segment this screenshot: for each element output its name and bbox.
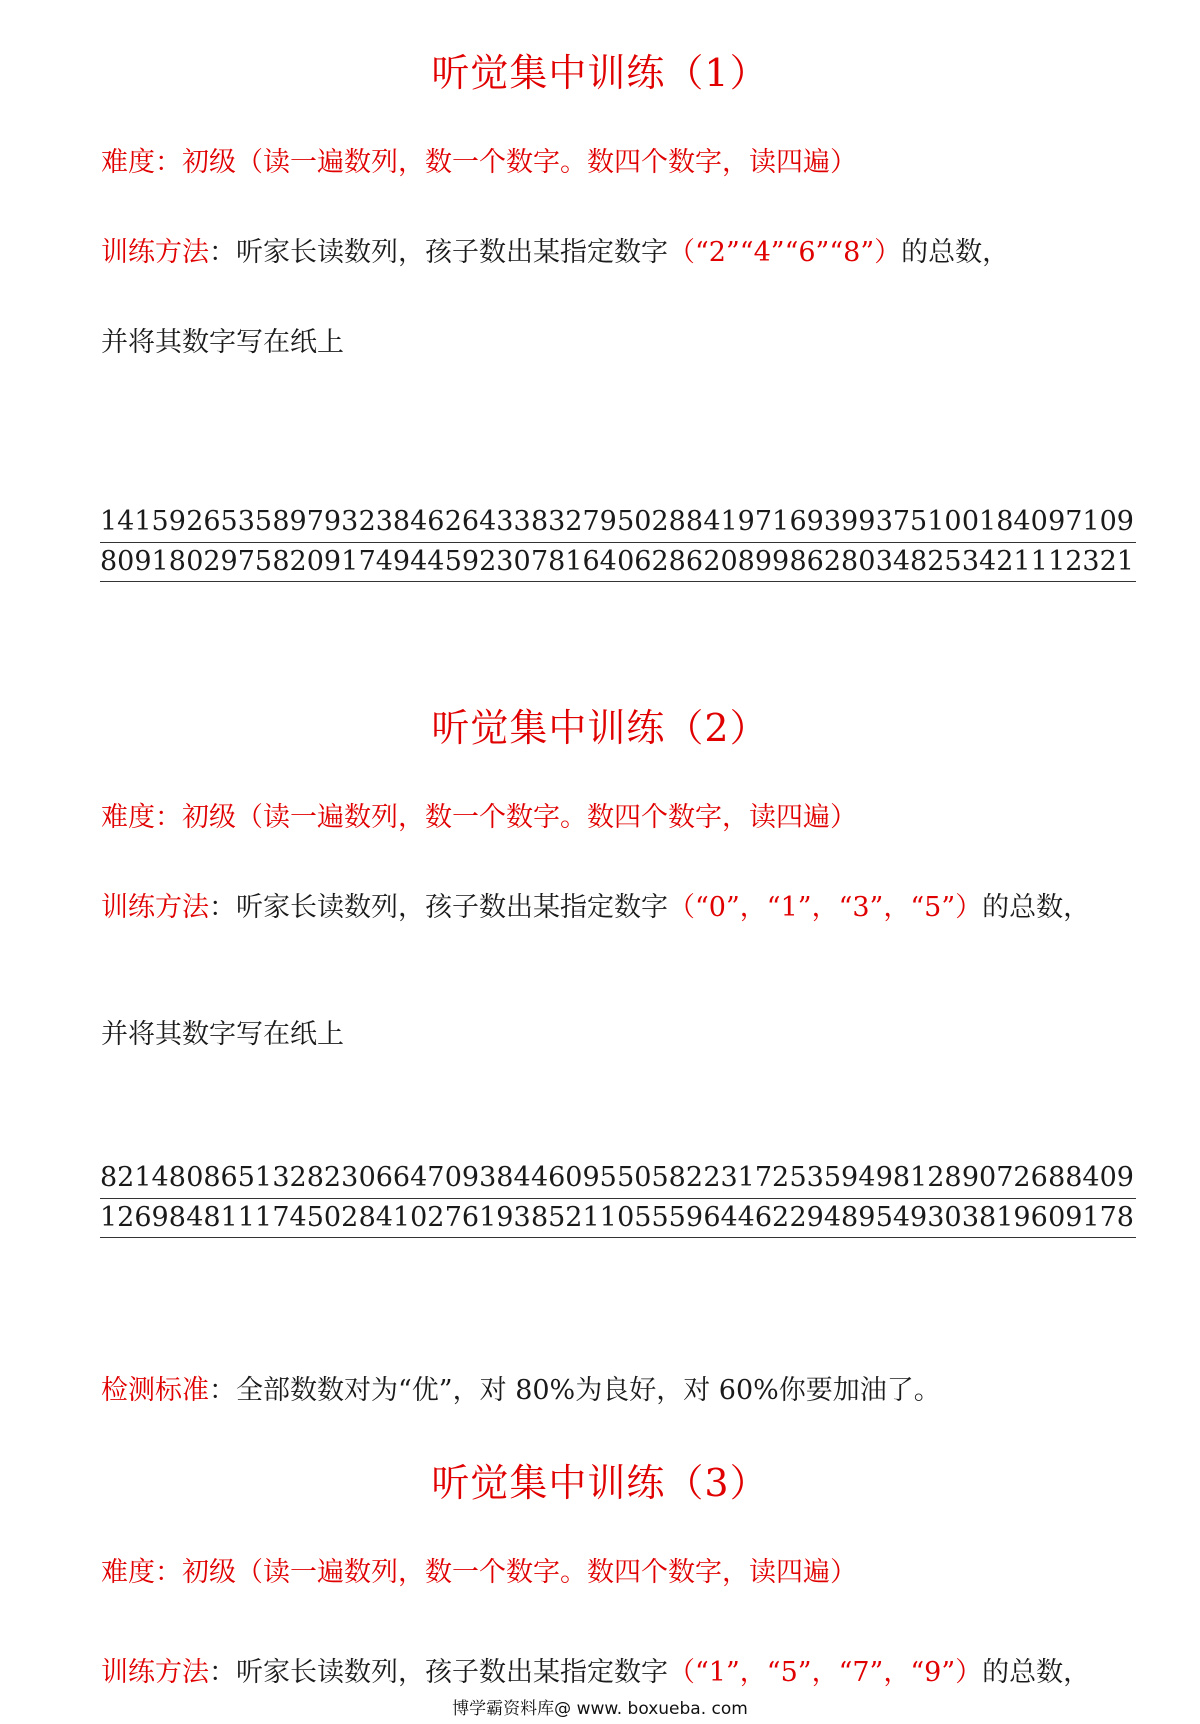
digit-group: 97109 [1048, 506, 1134, 537]
underline [100, 1237, 1136, 1238]
method-highlight: （“2”“4”“6”“8”） [668, 237, 902, 268]
standard-text: ：全部数数对为“优”，对 80%为良好，对 60%你要加油了。 [209, 1375, 941, 1406]
digit-group: 09178 [1048, 1202, 1134, 1233]
difficulty-label: 难度： [101, 147, 182, 178]
digit-group: 50288 [617, 506, 704, 537]
section-2-digit-row-2 [100, 1202, 1134, 1233]
digit-group: 46095 [530, 1162, 617, 1193]
digit-group: 54930 [875, 1202, 962, 1233]
underline [100, 542, 1136, 543]
digit-group: 83279 [530, 506, 617, 537]
method-highlight: （“1”，“5”，“7”，“9”） [668, 1657, 983, 1688]
digit-group: 02975 [186, 546, 273, 577]
digit-group: 86280 [789, 546, 876, 577]
method-label: 训练方法 [101, 1657, 209, 1688]
difficulty-text: 初级（读一遍数列，数一个数字。数四个数字，读四遍） [182, 147, 857, 178]
digit-group: 38196 [961, 1202, 1048, 1233]
digit-group: 90726 [961, 1162, 1048, 1193]
digit-group: 98128 [875, 1162, 962, 1193]
section-3-title: 听觉集中训练（3） [431, 1461, 769, 1505]
digit-group: 23846 [358, 506, 445, 537]
section-2-method-line2: 并将其数字写在纸上 [101, 1019, 344, 1050]
digit-group: 01840 [961, 506, 1048, 537]
digit-group: 12698 [100, 1202, 186, 1233]
section-1-method [101, 230, 1009, 269]
digit-group: 34211 [961, 546, 1048, 577]
digit-group: 64462 [703, 1202, 790, 1233]
section-2-title: 听觉集中训练（2） [431, 706, 769, 750]
section-1-method-line2: 并将其数字写在纸上 [101, 327, 344, 358]
difficulty-text: 初级（读一遍数列，数一个数字。数四个数字，读四遍） [182, 802, 857, 833]
digit-group: 09384 [444, 1162, 531, 1193]
difficulty-text: 初级（读一遍数列，数一个数字。数四个数字，读四遍） [182, 1557, 857, 1588]
section-1-digit-row-1 [100, 506, 1134, 537]
method-label: 训练方法 [101, 892, 209, 923]
digit-group: 82091 [272, 546, 359, 577]
method-post: 的总数， [901, 237, 1010, 268]
digit-group: 84102 [358, 1202, 445, 1233]
digit-group: 32823 [272, 1162, 359, 1193]
method-label: 训练方法 [101, 237, 209, 268]
digit-group: 74502 [272, 1202, 359, 1233]
digit-group: 80918 [100, 546, 186, 577]
digit-group: 50582 [617, 1162, 704, 1193]
method-highlight: （“0”，“1”，“3”，“5”） [668, 892, 983, 923]
section-2-digit-row-1 [100, 1162, 1134, 1193]
footer-watermark: 博学霸资料库@ www. boxueba. com [452, 1699, 748, 1719]
standard-label: 检测标准 [101, 1375, 209, 1406]
section-1-digit-row-2 [100, 546, 1134, 577]
digit-group: 34825 [875, 546, 962, 577]
digit-group: 08651 [186, 1162, 273, 1193]
digit-group: 89793 [272, 506, 359, 537]
digit-group: 69399 [789, 506, 876, 537]
digit-group: 48111 [186, 1202, 273, 1233]
section-1-title: 听觉集中训练（1） [431, 51, 769, 95]
underline [100, 581, 1136, 582]
digit-group: 29489 [789, 1202, 876, 1233]
digit-group: 53594 [789, 1162, 876, 1193]
method-pre: ：听家长读数列，孩子数出某指定数字 [209, 892, 668, 923]
digit-group: 76193 [444, 1202, 531, 1233]
digit-group: 59230 [444, 546, 531, 577]
digit-group: 06647 [358, 1162, 445, 1193]
section-3-difficulty [101, 1550, 857, 1589]
digit-group: 78164 [530, 546, 617, 577]
section-1-difficulty [101, 140, 857, 179]
method-post: 的总数， [982, 892, 1091, 923]
digit-group: 74944 [358, 546, 445, 577]
digit-group: 82148 [100, 1162, 186, 1193]
digit-group: 85211 [530, 1202, 617, 1233]
difficulty-label: 难度： [101, 1557, 182, 1588]
method-pre: ：听家长读数列，孩子数出某指定数字 [209, 1657, 668, 1688]
digit-group: 41971 [703, 506, 790, 537]
digit-group: 20899 [703, 546, 790, 577]
difficulty-label: 难度： [101, 802, 182, 833]
digit-group: 88409 [1048, 1162, 1134, 1193]
digit-group: 12321 [1048, 546, 1134, 577]
digit-group: 26535 [186, 506, 273, 537]
digit-group: 05559 [617, 1202, 704, 1233]
section-2-standard [101, 1368, 941, 1407]
section-2-difficulty [101, 795, 857, 834]
digit-group: 06286 [617, 546, 704, 577]
method-post: 的总数， [982, 1657, 1091, 1688]
digit-group: 26433 [444, 506, 531, 537]
underline [100, 1198, 1136, 1199]
digit-group: 23172 [703, 1162, 790, 1193]
digit-group: 14159 [100, 506, 186, 537]
section-2-method [101, 885, 1090, 924]
method-pre: ：听家长读数列，孩子数出某指定数字 [209, 237, 668, 268]
digit-group: 37510 [875, 506, 962, 537]
section-3-method [101, 1650, 1090, 1689]
